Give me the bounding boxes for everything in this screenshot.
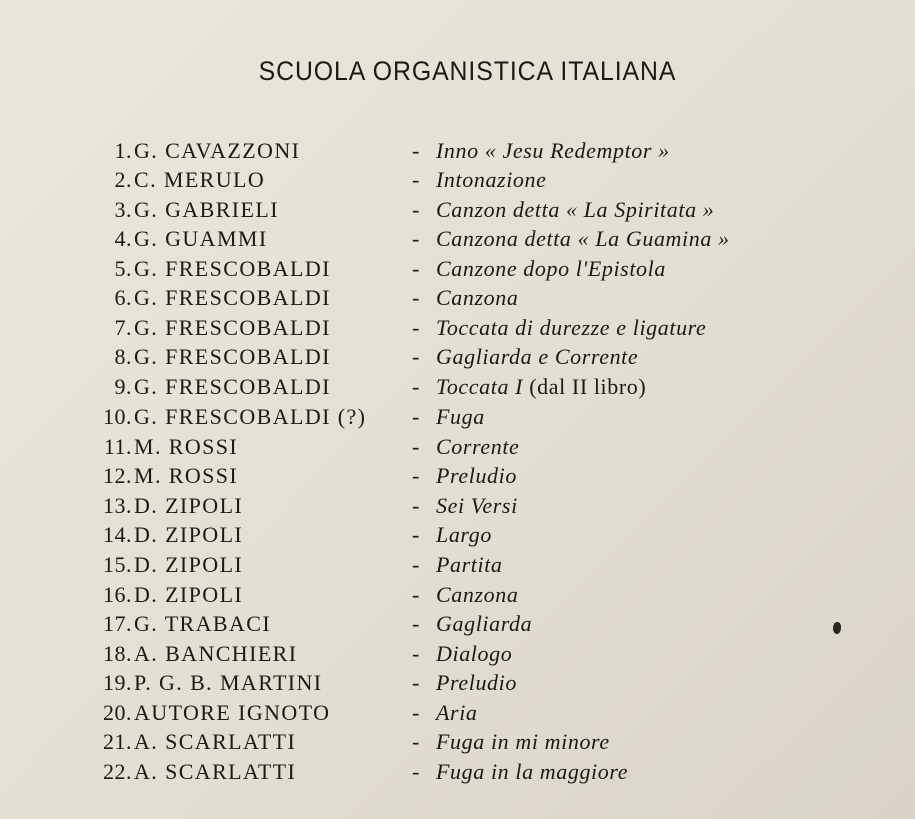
work-title-text: Toccata I bbox=[436, 374, 524, 399]
composer-name: G. FRESCOBALDI bbox=[134, 285, 331, 310]
list-item bbox=[0, 757, 915, 787]
separator-dash: - bbox=[412, 552, 420, 577]
list-item bbox=[0, 283, 915, 313]
work-title bbox=[436, 283, 518, 313]
composer-name: G. GABRIELI bbox=[134, 197, 279, 222]
list-item bbox=[0, 224, 915, 254]
composer-name: A. SCARLATTI bbox=[134, 729, 297, 754]
work-title-text: Preludio bbox=[436, 670, 517, 695]
separator-dash: - bbox=[412, 434, 420, 459]
list-item bbox=[0, 402, 915, 432]
work-title bbox=[436, 491, 518, 521]
separator-dash: - bbox=[412, 670, 420, 695]
work-title bbox=[436, 195, 714, 225]
separator-dash: - bbox=[412, 374, 420, 399]
entry-number: 13. bbox=[103, 493, 132, 518]
entry-number: 2. bbox=[114, 167, 132, 192]
work-title-text: Canzone dopo l'Epistola bbox=[436, 256, 666, 281]
work-title bbox=[436, 520, 492, 550]
entry-number: 19. bbox=[103, 670, 132, 695]
separator-dash: - bbox=[412, 197, 420, 222]
composer-name: G. FRESCOBALDI bbox=[134, 315, 331, 340]
entry-number: 16. bbox=[103, 582, 132, 607]
entry-number: 18. bbox=[103, 641, 132, 666]
list-item bbox=[0, 609, 915, 639]
work-title-text: Intonazione bbox=[436, 167, 547, 192]
work-title bbox=[436, 372, 646, 402]
list-item bbox=[0, 491, 915, 521]
work-title bbox=[436, 432, 519, 462]
work-title bbox=[436, 342, 638, 372]
work-title bbox=[436, 639, 512, 669]
separator-dash: - bbox=[412, 285, 420, 310]
work-title-text: Fuga in mi minore bbox=[436, 729, 610, 754]
list-item bbox=[0, 195, 915, 225]
list-item bbox=[0, 136, 915, 166]
separator-dash: - bbox=[412, 315, 420, 340]
list-item bbox=[0, 580, 915, 610]
work-title bbox=[436, 254, 666, 284]
entry-number: 15. bbox=[103, 552, 132, 577]
work-title-text: Corrente bbox=[436, 434, 520, 459]
composer-name: D. ZIPOLI bbox=[134, 552, 244, 577]
composer-name: G. CAVAZZONI bbox=[134, 138, 301, 163]
composer-name: C. MERULO bbox=[134, 167, 266, 192]
list-item bbox=[0, 372, 915, 402]
work-title bbox=[436, 461, 517, 491]
composer-name: A. SCARLATTI bbox=[134, 759, 297, 784]
ink-blot bbox=[833, 622, 841, 634]
work-title-text: Dialogo bbox=[436, 641, 513, 666]
work-title-text: Preludio bbox=[436, 463, 517, 488]
separator-dash: - bbox=[412, 641, 420, 666]
entry-number: 14. bbox=[103, 522, 132, 547]
composer-name: D. ZIPOLI bbox=[134, 582, 244, 607]
list-item bbox=[0, 698, 915, 728]
work-title-text: Gagliarda e Corrente bbox=[436, 344, 639, 369]
composer-name: G. TRABACI bbox=[134, 611, 272, 636]
work-title bbox=[436, 727, 610, 757]
list-item bbox=[0, 550, 915, 580]
work-title bbox=[436, 224, 730, 254]
work-title-text: Fuga bbox=[436, 404, 485, 429]
entry-number: 4. bbox=[114, 226, 132, 251]
entry-number: 11. bbox=[103, 434, 132, 459]
separator-dash: - bbox=[412, 344, 420, 369]
page-title: SCUOLA ORGANISTICA ITALIANA bbox=[258, 56, 677, 86]
work-title bbox=[436, 165, 546, 195]
entry-number: 10. bbox=[103, 404, 132, 429]
entry-number: 6. bbox=[114, 285, 132, 310]
separator-dash: - bbox=[412, 493, 420, 518]
separator-dash: - bbox=[412, 759, 420, 784]
composer-name: G. FRESCOBALDI bbox=[134, 344, 331, 369]
work-title-text: Sei Versi bbox=[436, 493, 518, 518]
entry-number: 8. bbox=[114, 344, 132, 369]
entry-number: 9. bbox=[114, 374, 132, 399]
separator-dash: - bbox=[412, 611, 420, 636]
entry-number: 21. bbox=[103, 729, 132, 754]
entry-number: 3. bbox=[114, 197, 132, 222]
list-item bbox=[0, 313, 915, 343]
entry-number: 5. bbox=[114, 256, 132, 281]
work-title bbox=[436, 313, 706, 343]
composer-name: D. ZIPOLI bbox=[134, 493, 244, 518]
work-title-text: Aria bbox=[436, 700, 478, 725]
composer-name: D. ZIPOLI bbox=[134, 522, 244, 547]
separator-dash: - bbox=[412, 404, 420, 429]
work-title-text: Fuga in la maggiore bbox=[436, 759, 629, 784]
work-title-text: Canzon detta « La Spiritata » bbox=[436, 197, 715, 222]
list-item bbox=[0, 639, 915, 669]
entry-number: 20. bbox=[103, 700, 132, 725]
work-title-text: Inno « Jesu Redemptor » bbox=[436, 138, 670, 163]
work-note: (dal II libro) bbox=[523, 374, 647, 399]
list-item bbox=[0, 461, 915, 491]
composer-name: G. FRESCOBALDI bbox=[134, 374, 331, 399]
work-title-text: Largo bbox=[436, 522, 492, 547]
list-item bbox=[0, 668, 915, 698]
work-title-text: Canzona detta « La Guamina » bbox=[436, 226, 730, 251]
work-title-text: Canzona bbox=[436, 582, 519, 607]
list-item bbox=[0, 727, 915, 757]
list-item bbox=[0, 165, 915, 195]
work-title bbox=[436, 668, 517, 698]
work-title bbox=[436, 136, 670, 166]
entry-number: 17. bbox=[103, 611, 132, 636]
composer-name: G. FRESCOBALDI (?) bbox=[134, 404, 367, 429]
separator-dash: - bbox=[412, 522, 420, 547]
list-item bbox=[0, 432, 915, 462]
entry-number: 22. bbox=[103, 759, 132, 784]
entry-number: 1. bbox=[114, 138, 132, 163]
composer-name: G. GUAMMI bbox=[134, 226, 268, 251]
work-title bbox=[436, 550, 503, 580]
composer-name: G. FRESCOBALDI bbox=[134, 256, 331, 281]
work-title bbox=[436, 609, 532, 639]
separator-dash: - bbox=[412, 256, 420, 281]
composer-name: AUTORE IGNOTO bbox=[134, 700, 331, 725]
work-title-text: Partita bbox=[436, 552, 503, 577]
work-title-text: Toccata di durezze e ligature bbox=[436, 315, 707, 340]
composer-name: M. ROSSI bbox=[134, 463, 239, 488]
separator-dash: - bbox=[412, 226, 420, 251]
separator-dash: - bbox=[412, 138, 420, 163]
work-title bbox=[436, 757, 628, 787]
list-item bbox=[0, 520, 915, 550]
work-title-text: Canzona bbox=[436, 285, 519, 310]
work-title bbox=[436, 402, 485, 432]
separator-dash: - bbox=[412, 729, 420, 754]
composer-name: A. BANCHIERI bbox=[134, 641, 298, 666]
work-title bbox=[436, 580, 518, 610]
separator-dash: - bbox=[412, 167, 420, 192]
work-title-text: Gagliarda bbox=[436, 611, 533, 636]
composer-name: P. G. B. MARTINI bbox=[134, 670, 323, 695]
separator-dash: - bbox=[412, 700, 420, 725]
entry-number: 12. bbox=[103, 463, 132, 488]
composer-name: M. ROSSI bbox=[134, 434, 239, 459]
separator-dash: - bbox=[412, 463, 420, 488]
entry-number: 7. bbox=[114, 315, 132, 340]
separator-dash: - bbox=[412, 582, 420, 607]
list-item bbox=[0, 342, 915, 372]
work-title bbox=[436, 698, 478, 728]
list-item bbox=[0, 254, 915, 284]
